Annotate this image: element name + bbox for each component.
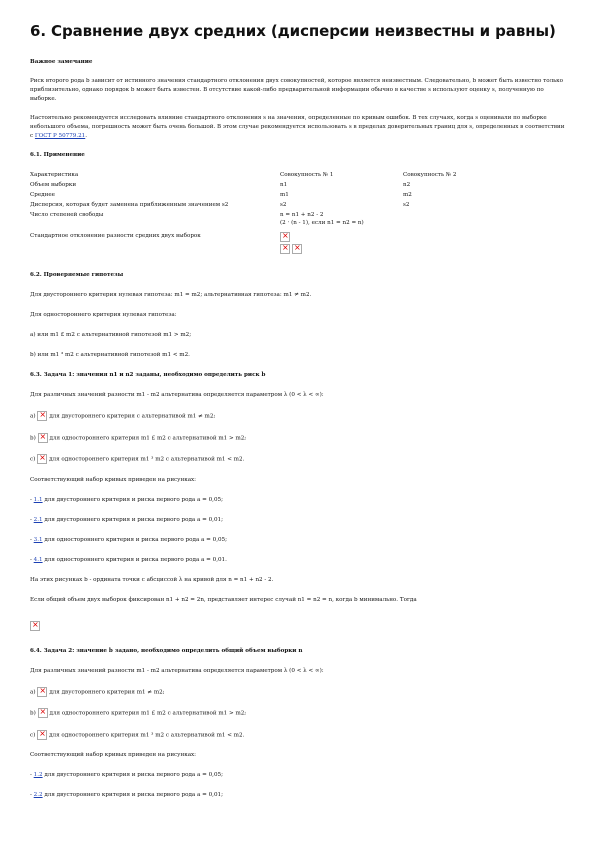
s62-option-b: b) или m1 ³ m2 с альтернативной гипотезой m1 < m2. [30,352,190,358]
broken-image-icon [37,411,47,421]
table-cell: Дисперсия, которая будет заменена приближенным значением s2 [30,202,229,208]
dof-formula-equal: (2 · (n - 1), если n1 = n2 = n) [280,220,364,226]
table-cell: s2 [280,202,287,208]
option-text: для одностороннего критерия m1 ³ m2 с альтернативой m1 < m2. [49,732,245,738]
table-row [30,200,560,210]
table-cell: Среднее [30,192,55,198]
table-row [30,190,560,200]
figure-link[interactable]: 4.1 [33,556,43,563]
list-item [30,516,568,525]
option-text: для двустороннего критерия m1 ≠ m2; [49,689,165,695]
broken-image-icon [38,708,48,718]
s63-option-c [30,454,568,465]
broken-image-icon [38,433,48,443]
table-cell: n2 [403,182,411,188]
bullet: - [30,496,34,503]
option-label: b) [30,710,36,717]
broken-image-icon [280,244,290,254]
s63-curves: Соответствующий набор кривых приведен на рисунках: [30,476,197,483]
option-text: для одностороннего критерия m1 £ m2 с альтернативой m1 > m2; [49,710,247,717]
list-item [30,771,568,780]
dof-formula: n = n1 + n2 - 2 [280,212,324,218]
s63-option-a [30,411,568,422]
section-6-4-heading: 6.4. Задача 2: значение b задано, необходимо определить общий объем выборки n [30,647,303,654]
table-row [30,210,560,228]
option-text: для одностороннего критерия m1 £ m2 с альтернативой m1 > m2; [49,435,247,441]
s63-total-note: Если общий объем двух выборок фиксирован n1 + n2 = 2n, представляет интерес случай n1 = n2 = n, когда b минимально. Тогда [30,596,417,603]
list-item-text: для двустороннего критерия и риска первого рода a = 0,01; [42,516,223,523]
characteristics-table [30,170,560,255]
table-cell: s2 [403,202,410,208]
table-cell: m1 [280,192,289,198]
s63-option-b [30,433,568,444]
s64-option-c [30,730,568,741]
table-cell: m2 [403,192,412,198]
option-label: c) [30,732,36,738]
table-row [30,228,560,255]
broken-image-icon [280,232,290,242]
section-6-1-heading: 6.1. Применение [30,152,85,158]
s62-paragraph: Для одностороннего критерия нулевая гипотеза: [30,312,177,318]
option-text: для одностороннего критерия m1 ³ m2 с альтернативой m1 < m2. [49,456,245,463]
bullet: - [30,516,34,523]
s64-option-a [30,687,568,698]
table-cell: n1 [280,182,288,188]
s62-paragraph: Для двустороннего критерия нулевая гипотеза: m1 = m2; альтернативная гипотеза: m1 ≠ m2. [30,292,312,298]
option-text: для двустороннего критерия с альтернативой m1 ≠ m2; [49,413,216,420]
list-item-text: для одностороннего критерия и риска первого рода a = 0,01. [42,556,227,563]
figure-link[interactable]: 2.2 [33,792,43,798]
gost-link[interactable]: ГОСТ Р 50779.21 [34,133,86,139]
option-label: a) [30,689,36,695]
section-6-2-heading: 6.2. Проверяемые гипотезы [30,272,124,278]
list-item [30,536,568,545]
note-p2-end: . [85,133,88,139]
formula-image [30,616,568,635]
table-cell [280,228,560,255]
list-item [30,556,568,565]
table-cell: Число степеней свободы [30,212,104,218]
broken-image-icon [37,687,47,697]
broken-image-icon [37,454,47,464]
bullet: - [30,772,34,778]
table-header-row [30,170,560,180]
s64-intro: Для различных значений разности m1 - m2 альтернатива определяется параметром λ (0 < λ < ∞): [30,667,324,674]
note-p2-text: Настоятельно рекомендуется исследовать влияние стандартного отклонения s на значения, определенные по кривым ошибок. В тех случаях, когда s оценивали по выборке небольшого объема, погрешность может быть очень большой. В этом случае рекомендуется использовать s в пределах доверительных границ для s, определенных в соответствии с [30,115,565,139]
table-cell: Объем выборки [30,182,77,188]
broken-image-icon [292,244,302,254]
note-paragraph-1: Риск второго рода b зависит от истинного значения стандартного отклонения двух совокупностей, которое является неизвестным. Следовательно, b может быть известно только приблизительно, однако порядок b может быть известен. В отсутствие какой-либо предварительной информации обычно в качестве s используют оценку s, полученную по выборке. [30,78,564,102]
option-label: c) [30,456,36,463]
s62-option-a: a) или m1 £ m2 с альтернативной гипотезой m1 > m2; [30,332,192,338]
figure-link[interactable]: 2.1 [33,516,43,523]
option-label: a) [30,413,36,420]
list-item-text: для двустороннего критерия и риска первого рода a = 0,01; [42,792,223,798]
s64-curves: Соответствующий набор кривых приведен на рисунках: [30,752,197,758]
s63-intro: Для различных значений разности m1 - m2 альтернатива определяется параметром λ (0 < λ < ∞): [30,392,324,398]
list-item [30,496,568,505]
s63-ordinate-note: На этих рисунках b - ордината точки с абсциссой λ на кривой для n = n1 + n2 - 2. [30,576,274,583]
table-cell [280,210,560,228]
bullet: - [30,792,34,798]
note-paragraph-2 [30,114,568,141]
list-item-text: для одностороннего критерия и риска первого рода a = 0,05; [42,536,227,543]
table-cell: Стандартное отклонение разности средних двух выборок [30,233,201,239]
figure-link[interactable]: 1.2 [33,772,43,778]
figure-link[interactable]: 3.1 [33,536,43,543]
broken-image-icon [37,730,47,740]
broken-image-icon [30,621,40,631]
list-item [30,791,568,800]
bullet: - [30,536,34,543]
figure-link[interactable]: 1.1 [33,496,43,503]
table-row [30,180,560,190]
list-item-text: для двустороннего критерия и риска первого рода a = 0,05; [42,496,223,503]
section-6-3-heading: 6.3. Задача 1: значения n1 и n2 заданы, необходимо определить риск b [30,372,266,378]
table-header-cell: Совокупность № 1 [280,172,334,178]
document-page [30,22,568,811]
list-item-text: для двустороннего критерия и риска первого рода a = 0,05; [42,772,223,778]
s64-option-b [30,708,568,719]
option-label: b) [30,435,36,441]
bullet: - [30,556,34,563]
table-header-cell: Совокупность № 2 [403,172,457,178]
page-title: 6. Сравнение двух средних (дисперсии неизвестны и равны) [30,22,556,40]
table-header-cell: Характеристика [30,172,79,178]
note-heading: Важное замечание [30,59,93,65]
